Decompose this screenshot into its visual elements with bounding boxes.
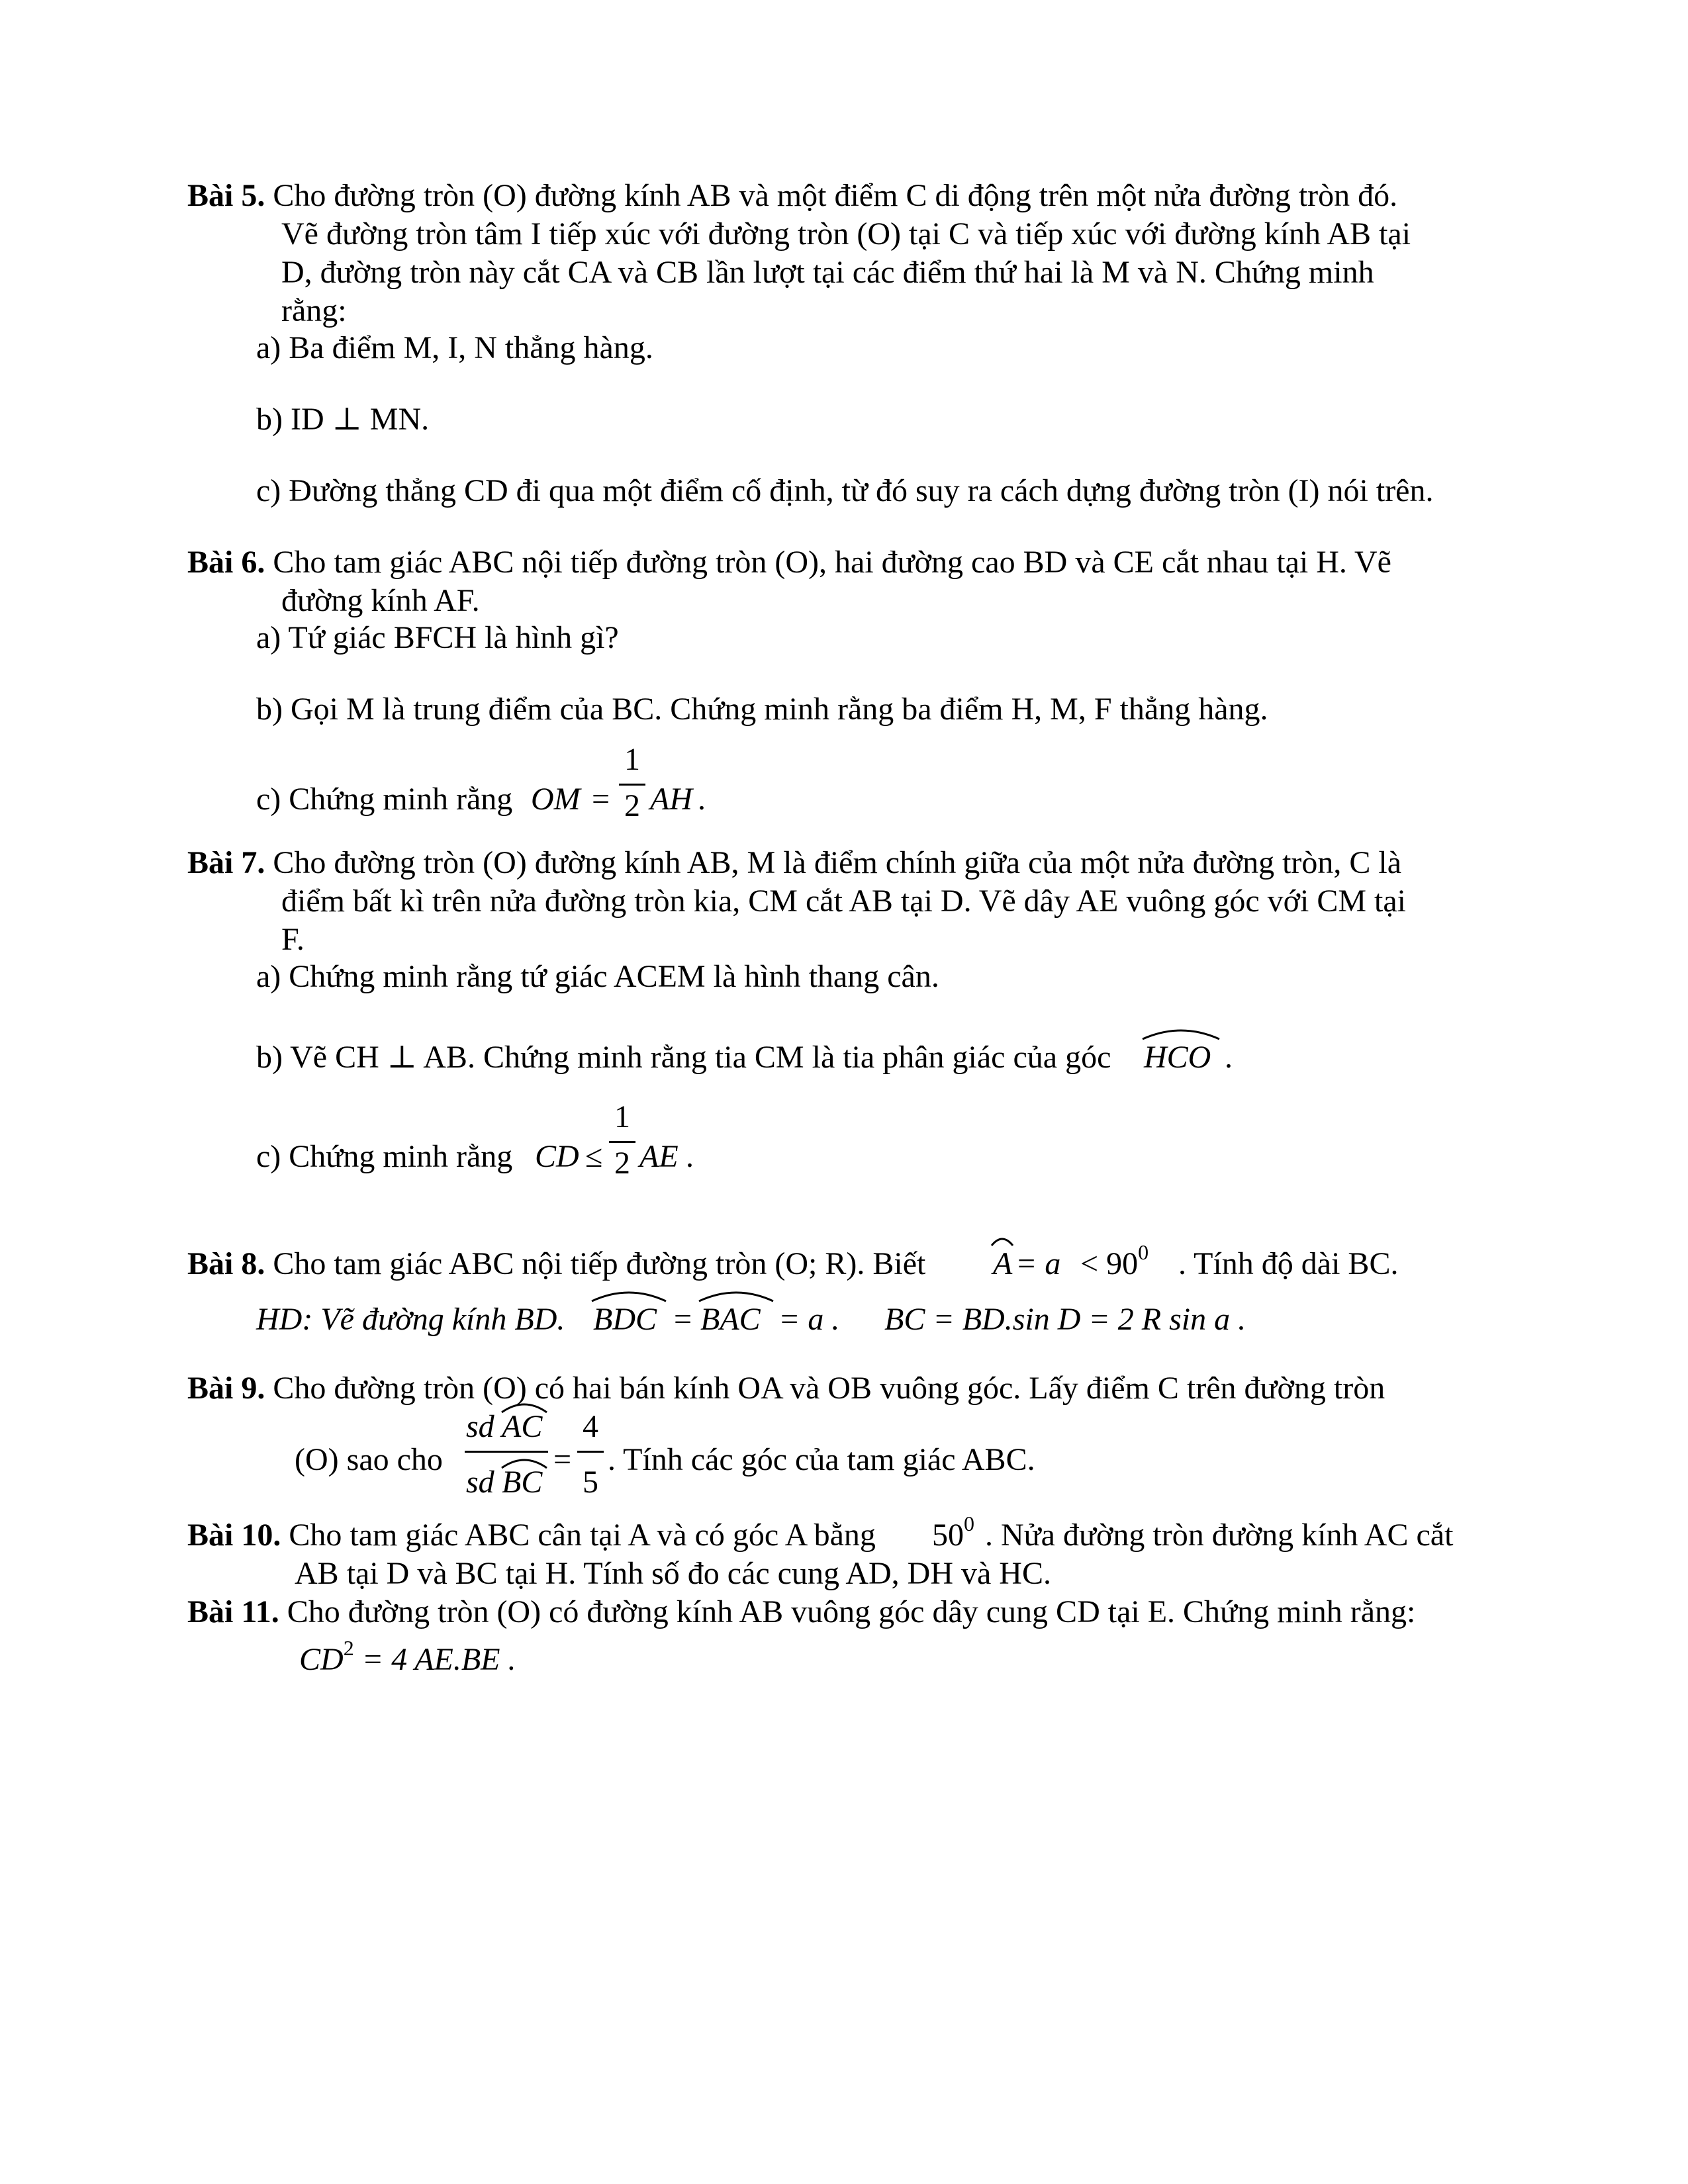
problem-5-line-1: [187, 177, 1397, 214]
problem-7-fraction-bar: [609, 1141, 635, 1143]
problem-7-part-b: b) Vẽ CH ⊥ AB. Chứng minh rằng tia CM là tia phân giác của góc: [256, 1040, 1111, 1075]
problem-11-text-1: Cho đường tròn (O) có đường kính AB vuông góc dây cung CD tại E. Chứng minh rằng:: [287, 1594, 1416, 1629]
problem-6-part-b: b) Gọi M là trung điểm của BC. Chứng minh rằng ba điểm H, M, F thẳng hàng.: [256, 692, 1268, 727]
problem-5-line-3: D, đường tròn này cắt CA và CB lần lượt tại các điểm thứ hai là M và N. Chứng minh: [281, 255, 1374, 290]
problem-6-formula-eq: =: [592, 782, 610, 817]
problem-7-formula-numerator: 1: [614, 1099, 630, 1134]
problem-9-num-arc: AC: [502, 1409, 543, 1444]
problem-9-ratio-denominator: 5: [583, 1465, 598, 1500]
problem-7-text-1: Cho đường tròn (O) đường kính AB, M là điểm chính giữa của một nửa đường tròn, C là: [273, 845, 1402, 880]
problem-7-formula-end: .: [686, 1139, 694, 1174]
problem-8-hint-bac: BAC: [700, 1302, 761, 1337]
problem-5-line-2: Vẽ đường tròn tâm I tiếp xúc với đường tròn (O) tại C và tiếp xúc với đường kính AB tại: [281, 216, 1411, 251]
problem-10-line-2: AB tại D và BC tại H. Tính số đo các cung AD, DH và HC.: [295, 1556, 1051, 1591]
problem-8-degree: 0: [1138, 1240, 1149, 1264]
problem-7-formula-lhs: CD: [535, 1139, 579, 1174]
problem-10-degree: 0: [964, 1512, 974, 1535]
problem-8-line-1: [187, 1246, 925, 1283]
problem-9-eq: =: [553, 1442, 572, 1477]
problem-6-label: Bài 6.: [187, 545, 265, 580]
problem-7-part-b-end: .: [1225, 1040, 1233, 1075]
problem-9-den-sd: sd: [466, 1465, 494, 1500]
problem-9-label: Bài 9.: [187, 1371, 265, 1406]
problem-6-formula-lhs: OM: [531, 782, 581, 817]
problem-5-part-c: c) Đường thẳng CD đi qua một điểm cố định, từ đó suy ra cách dựng đường tròn (I) nói trên.: [256, 473, 1434, 508]
problem-7-formula-denominator: 2: [614, 1146, 630, 1181]
problem-6-line-1: [187, 544, 1391, 581]
problem-7-angle-hco: HCO: [1144, 1040, 1211, 1075]
problem-10-angle-number: 50: [932, 1518, 964, 1553]
problem-5-part-b: b) ID ⊥ MN.: [256, 402, 430, 437]
problem-9-text-1: Cho đường tròn (O) có hai bán kính OA và OB vuông góc. Lấy điểm C trên đường tròn: [273, 1371, 1385, 1406]
problem-6-part-a: a) Tứ giác BFCH là hình gì?: [256, 620, 619, 655]
problem-8-angle-a: A: [993, 1246, 1013, 1281]
problem-11-formula-exp: 2: [343, 1636, 354, 1660]
problem-11-formula: [299, 1636, 516, 1681]
problem-6-part-c-prefix: c) Chứng minh rằng: [256, 782, 513, 817]
problem-6-formula-numerator: 1: [624, 742, 640, 777]
problem-5-part-a: a) Ba điểm M, I, N thẳng hàng.: [256, 330, 653, 365]
problem-7-line-1: [187, 844, 1401, 882]
problem-9-line-2-post: . Tính các góc của tam giác ABC.: [608, 1442, 1035, 1477]
problem-7-part-a: a) Chứng minh rằng tứ giác ACEM là hình thang cân.: [256, 959, 939, 994]
problem-9-num-sd: sd: [466, 1409, 494, 1444]
problem-5-line-4: rằng:: [281, 293, 347, 328]
problem-11-label: Bài 11.: [187, 1594, 279, 1629]
problem-7-label: Bài 7.: [187, 845, 265, 880]
problem-8-lt-value: < 90: [1080, 1246, 1139, 1281]
problem-9-line-1: [187, 1370, 1385, 1407]
problem-9-line-2-prefix: (O) sao cho: [295, 1442, 443, 1477]
problem-8-text-post: . Tính độ dài BC.: [1178, 1246, 1399, 1281]
problem-9-den-arc: BC: [502, 1465, 543, 1500]
problem-5-text-1: Cho đường tròn (O) đường kính AB và một điểm C di động trên một nửa đường tròn đó.: [273, 178, 1398, 213]
problem-6-line-2: đường kính AF.: [281, 583, 480, 618]
problem-7-line-2: điểm bất kì trên nửa đường tròn kia, CM cắt AB tại D. Vẽ dây AE vuông góc với CM tại: [281, 884, 1407, 919]
problem-6-text-1: Cho tam giác ABC nội tiếp đường tròn (O), hai đường cao BD và CE cắt nhau tại H. Vẽ: [273, 545, 1391, 580]
problem-8-label: Bài 8.: [187, 1246, 265, 1281]
problem-6-formula-denominator: 2: [624, 788, 640, 823]
problem-7-line-3: F.: [281, 922, 305, 957]
problem-10-angle-value: [932, 1512, 974, 1557]
angle-hat-a: [989, 1232, 1015, 1247]
problem-10-text-post: . Nửa đường tròn đường kính AC cắt: [985, 1518, 1454, 1553]
problem-8-hint-bdc: BDC: [593, 1302, 657, 1337]
problem-9-fraction-bar: [465, 1451, 548, 1453]
problem-11-line-1: [187, 1594, 1415, 1631]
problem-8-text-1: Cho tam giác ABC nội tiếp đường tròn (O; R). Biết: [273, 1246, 926, 1281]
problem-7-formula-op: ≤: [585, 1139, 603, 1174]
problem-8-hint-prefix: HD: Vẽ đường kính BD.: [256, 1302, 565, 1337]
problem-8-hint-eq2: = a .: [778, 1302, 840, 1337]
problem-10-text-1: Cho tam giác ABC cân tại A và có góc A bằng: [289, 1518, 876, 1553]
problem-11-formula-rhs: = 4 AE.BE .: [361, 1642, 516, 1677]
problem-6-fraction-bar: [619, 784, 645, 786]
problem-10-label: Bài 10.: [187, 1518, 281, 1553]
problem-11-formula-lhs: CD: [299, 1642, 344, 1677]
problem-7-formula-rhs: AE: [639, 1139, 679, 1174]
problem-8-hint-eq1: =: [674, 1302, 692, 1337]
problem-9-ratio-bar: [577, 1451, 604, 1453]
problem-8-hint-bc: BC = BD.sin D = 2 R sin a .: [884, 1302, 1246, 1337]
problem-6-formula-end: .: [698, 782, 706, 817]
problem-8-lt-90: [1080, 1240, 1149, 1285]
problem-6-formula-rhs: AH: [650, 782, 692, 817]
problem-9-ratio-numerator: 4: [583, 1409, 598, 1444]
problem-10-line-1: [187, 1517, 876, 1554]
problem-7-part-c-prefix: c) Chứng minh rằng: [256, 1139, 513, 1174]
problem-5-label: Bài 5.: [187, 178, 265, 213]
problem-8-eq-a: = a: [1015, 1246, 1061, 1281]
